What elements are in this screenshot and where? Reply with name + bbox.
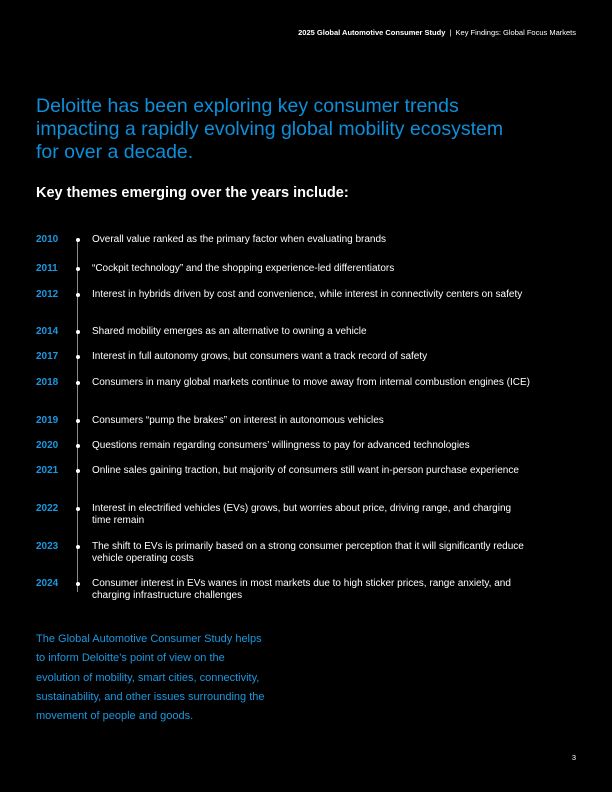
timeline-text: Questions remain regarding consumers’ willingness to pay for advanced technologies <box>92 440 470 451</box>
page-headline: Deloitte has been exploring key consumer trends impacting a rapidly evolving global mobility ecosystem for over a decade. <box>36 95 504 163</box>
study-description: The Global Automotive Consumer Study helps to inform Deloitte’s point of view on the evolution of mobility, smart cities, connectivity, sustainability, and other issues surrounding the movement of people and goods. <box>36 633 265 723</box>
timeline-year: 2018 <box>36 377 59 388</box>
timeline-year: 2020 <box>36 440 59 451</box>
bullet-dot-icon <box>76 330 80 334</box>
timeline-year: 2017 <box>36 351 59 362</box>
timeline-text: Interest in electrified vehicles (EVs) grows, but worries about price, driving range, and charging time remain <box>92 503 512 526</box>
bullet-dot-icon <box>76 469 80 473</box>
page-number: 3 <box>571 753 576 762</box>
bullet-dot-icon <box>76 444 80 448</box>
header-separator: | <box>449 28 452 37</box>
timeline-text: Shared mobility emerges as an alternative to owning a vehicle <box>92 326 367 337</box>
timeline-text: Consumers in many global markets continue to move away from internal combustion engines (ICE) <box>92 377 530 388</box>
bullet-dot-icon <box>76 355 80 359</box>
bullet-dot-icon <box>76 582 80 586</box>
timeline-year: 2010 <box>36 234 59 245</box>
timeline-year: 2021 <box>36 465 59 476</box>
bullet-dot-icon <box>76 293 80 297</box>
timeline-year: 2012 <box>36 289 59 300</box>
header-section: Key Findings: Global Focus Markets <box>455 28 576 37</box>
running-header <box>298 28 576 37</box>
bullet-dot-icon <box>76 238 80 242</box>
bullet-dot-icon <box>76 381 80 385</box>
timeline-text: Consumers “pump the brakes” on interest in autonomous vehicles <box>92 415 384 426</box>
timeline-year: 2024 <box>36 578 59 589</box>
timeline-text: The shift to EVs is primarily based on a strong consumer perception that it will significantly reduce vehicle operating costs <box>92 541 524 564</box>
timeline-year: 2022 <box>36 503 59 514</box>
timeline-year: 2023 <box>36 541 59 552</box>
header-title: 2025 Global Automotive Consumer Study <box>298 28 446 37</box>
timeline-year: 2019 <box>36 415 59 426</box>
bullet-dot-icon <box>76 507 80 511</box>
timeline-text: Interest in full autonomy grows, but consumers want a track record of safety <box>92 351 428 362</box>
key-themes-heading: Key themes emerging over the years include: <box>36 185 349 201</box>
timeline-text: Consumer interest in EVs wanes in most markets due to high sticker prices, range anxiety, and charging infrastructure challenges <box>92 578 511 601</box>
timeline-text: Interest in hybrids driven by cost and convenience, while interest in connectivity centers on safety <box>92 289 523 300</box>
bullet-dot-icon <box>76 545 80 549</box>
timeline-text: Overall value ranked as the primary factor when evaluating brands <box>92 234 387 245</box>
bullet-dot-icon <box>76 267 80 271</box>
timeline-year: 2014 <box>36 326 59 337</box>
timeline-text: “Cockpit technology” and the shopping experience-led differentiators <box>92 263 395 274</box>
timeline-text: Online sales gaining traction, but majority of consumers still want in-person purchase experience <box>92 465 519 476</box>
timeline <box>36 234 556 604</box>
bullet-dot-icon <box>76 419 80 423</box>
timeline-year: 2011 <box>36 263 58 274</box>
